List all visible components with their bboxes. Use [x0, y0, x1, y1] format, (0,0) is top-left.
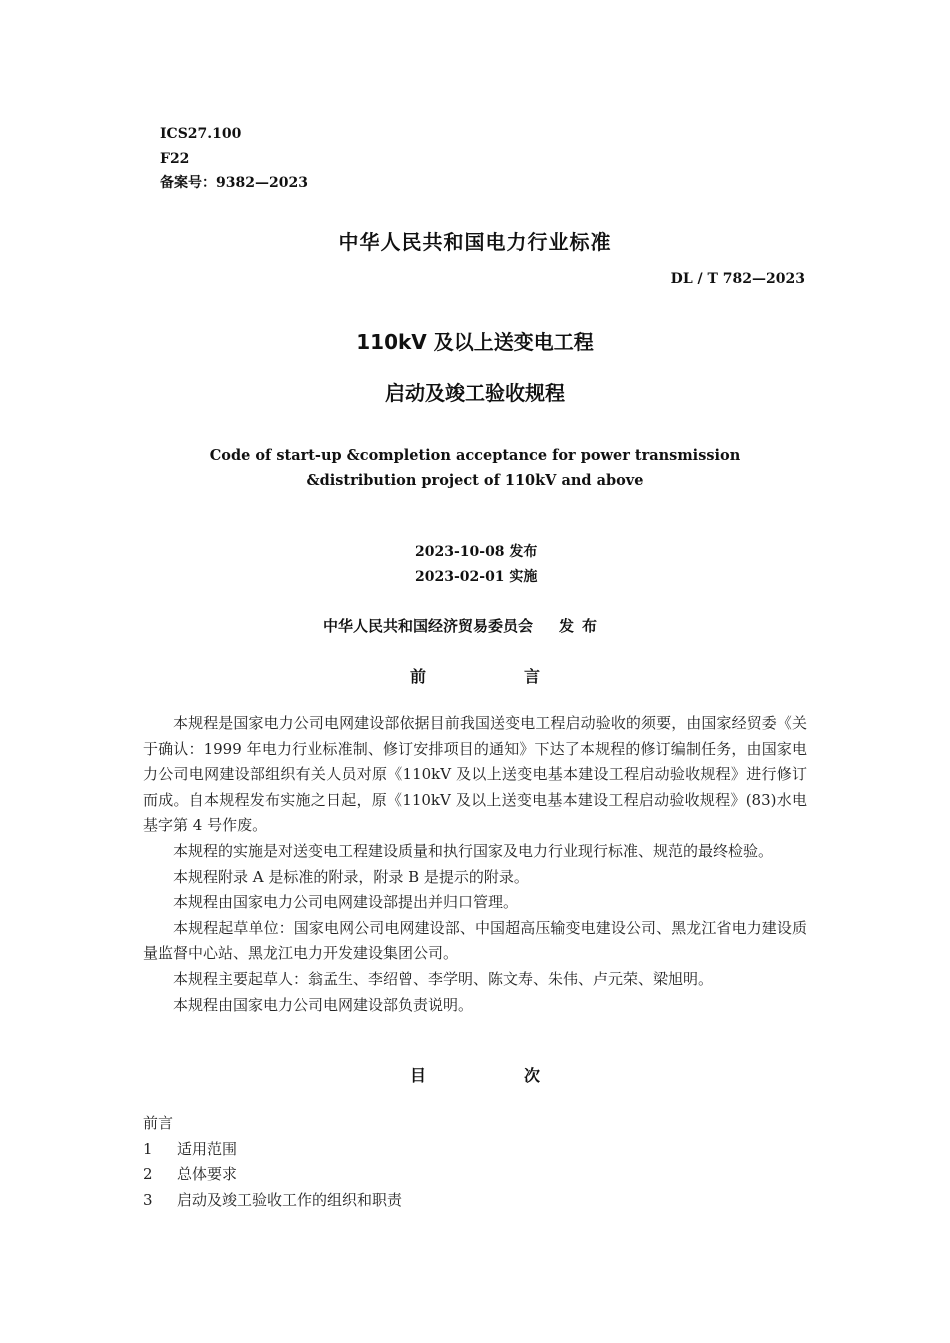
- preface-paragraph: 本规程是国家电力公司电网建设部依据目前我国送变电工程启动验收的须要，由国家经贸委《关于确认：1999 年电力行业标准制、修订安排项目的通知》下达了本规程的修订编制任务，由国家电力公司电网建设部组织有关人员对原《110kV 及以上送变电基本建设工程启动验收规程》进行修订而成。自本规程发布实施之日起，原《110kV 及以上送变电基本建设工程启动验收规程》(83)水电基字第 4 号作废。: [143, 714, 807, 835]
- preface-paragraph: 本规程由国家电力公司电网建设部提出并归口管理。: [173, 893, 519, 912]
- publisher-action: 发布: [559, 617, 606, 635]
- preface-paragraph: 本规程主要起草人：翁孟生、李绍曾、李学明、陈文寿、朱伟、卢元荣、梁旭明。: [173, 969, 714, 988]
- english-title-line-1: Code of start-up &completion acceptance for power transmission: [209, 447, 741, 464]
- implementation-date: 2023-02-01 实施: [415, 569, 538, 585]
- preface-paragraph: 本规程起草单位：国家电网公司电网建设部、中国超高压输变电建设公司、黑龙江省电力建设质量监督中心站、黑龙江电力开发建设集团公司。: [143, 918, 807, 963]
- toc-heading: [410, 1063, 540, 1086]
- toc-entry-preface[interactable]: [143, 1111, 402, 1137]
- toc-entry[interactable]: [143, 1137, 402, 1163]
- preface-heading: [410, 664, 540, 687]
- toc-entry-label: 前言: [143, 1114, 174, 1132]
- toc-heading-char-1: 目: [410, 1066, 427, 1085]
- toc-entry[interactable]: [143, 1188, 402, 1214]
- issue-date: 2023-10-08 发布: [415, 544, 538, 560]
- preface-heading-char-2: 言: [523, 667, 540, 686]
- toc-entry-number: 1: [143, 1139, 153, 1158]
- toc-heading-char-2: 次: [523, 1066, 540, 1085]
- toc-entry-number: 2: [143, 1165, 153, 1184]
- class-code: F22: [160, 150, 190, 167]
- toc-entry[interactable]: [143, 1162, 402, 1188]
- preface-paragraph: 本规程的实施是对送变电工程建设质量和执行国家及电力行业现行标准、规范的最终检验。: [173, 841, 774, 860]
- preface-paragraph: 本规程由国家电力公司电网建设部负责说明。: [173, 995, 474, 1014]
- preface-body: [143, 711, 807, 1018]
- publisher-line: [323, 615, 605, 636]
- table-of-contents: [143, 1111, 402, 1214]
- toc-entry-label: 总体要求: [177, 1165, 238, 1184]
- document-title-line-2: 启动及竣工验收规程: [385, 381, 565, 405]
- english-title: [0, 443, 950, 493]
- toc-entry-label: 启动及竣工验收工作的组织和职责: [177, 1191, 403, 1210]
- record-number: 备案号：9382—2023: [160, 175, 308, 191]
- toc-entry-number: 3: [143, 1191, 153, 1210]
- ics-code: ICS27.100: [160, 126, 242, 142]
- header-meta: [160, 122, 308, 196]
- document-title-line-1: 110kV 及以上送变电工程: [356, 330, 594, 354]
- dates-block: [415, 540, 537, 590]
- publisher-name: 中华人民共和国经济贸易委员会: [323, 617, 534, 635]
- preface-paragraph: 本规程附录 A 是标准的附录，附录 B 是提示的附录。: [173, 867, 529, 886]
- preface-heading-char-1: 前: [410, 667, 427, 686]
- standard-category-title: 中华人民共和国电力行业标准: [338, 230, 612, 254]
- english-title-line-2: &distribution project of 110kV and above: [306, 472, 644, 489]
- standard-number: DL / T 782—2023: [670, 271, 805, 287]
- toc-entry-label: 适用范围: [177, 1139, 238, 1158]
